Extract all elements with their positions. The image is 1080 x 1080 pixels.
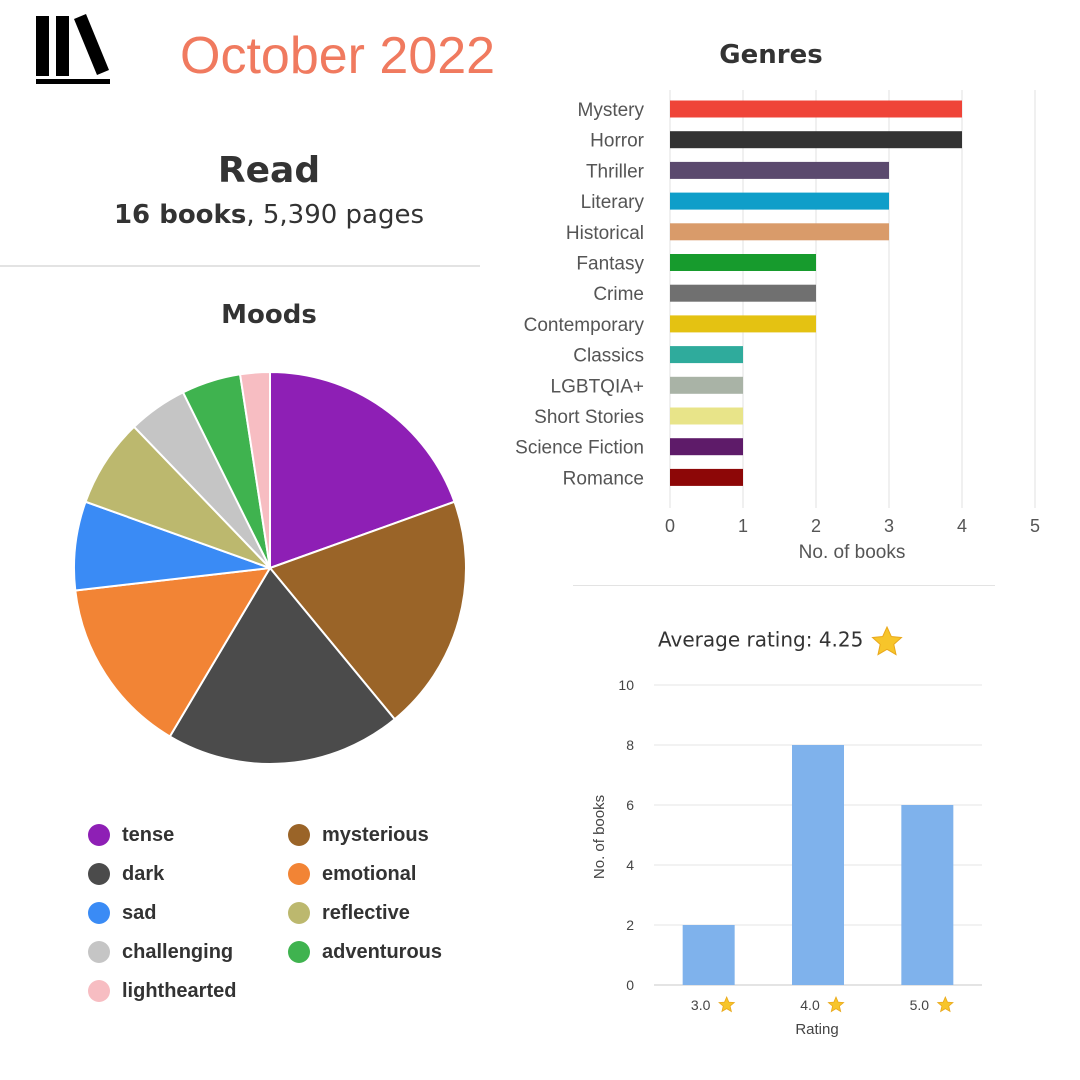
y-tick-label: Science Fiction — [515, 437, 644, 459]
bar-Classics — [670, 346, 743, 363]
y-tick-label: Horror — [590, 130, 644, 152]
y-tick-label: Literary — [580, 192, 644, 214]
bar-Fantasy — [670, 254, 816, 271]
x-tick-label: 4.0 — [800, 997, 820, 1013]
legend-item-emotional — [288, 859, 416, 889]
y-tick-label: 6 — [626, 797, 634, 813]
legend-item-lighthearted — [88, 976, 236, 1006]
moods-chart-title: Moods — [221, 300, 317, 330]
bar-Mystery — [670, 101, 962, 118]
average-rating-text: Average rating: 4.25 — [658, 627, 864, 652]
x-tick-label: 2 — [810, 516, 822, 536]
bar-Thriller — [670, 162, 889, 179]
stats-separator: , — [246, 200, 255, 230]
ratings-bar-chart — [580, 670, 1000, 1050]
x-axis-label: No. of books — [798, 542, 906, 563]
legend-label: emotional — [322, 862, 417, 885]
star-icon — [871, 626, 903, 656]
legend-swatch — [88, 980, 110, 1002]
legend-swatch — [288, 902, 310, 924]
legend-label: adventurous — [322, 940, 443, 963]
legend-item-mysterious — [288, 820, 429, 850]
y-tick-label: Crime — [593, 284, 644, 306]
pages-count: 5,390 pages — [262, 200, 425, 230]
legend-swatch — [288, 824, 310, 846]
y-tick-label: 2 — [626, 917, 634, 933]
y-axis-label: No. of books — [591, 794, 608, 880]
legend-swatch — [288, 863, 310, 885]
legend-swatch — [88, 902, 110, 924]
legend-label: reflective — [322, 901, 410, 924]
x-tick-label: 0 — [664, 516, 676, 536]
bar-Horror — [670, 131, 962, 148]
legend-item-challenging — [88, 937, 233, 967]
legend-label: challenging — [122, 940, 234, 963]
y-tick-label: Short Stories — [534, 407, 644, 428]
legend-item-adventurous — [288, 937, 442, 967]
x-tick-label: 5.0 — [909, 997, 930, 1013]
ratings-chart-title — [658, 626, 903, 656]
y-tick-label: Contemporary — [523, 314, 644, 336]
x-axis-label: Rating — [795, 1021, 839, 1038]
legend-swatch — [88, 941, 110, 963]
y-tick-label: 0 — [626, 977, 634, 993]
bar-rating-4.0 — [792, 745, 844, 985]
bar-Literary — [670, 193, 889, 210]
legend-item-tense — [88, 820, 174, 850]
genres-chart-title: Genres — [719, 40, 823, 70]
moods-pie-chart — [0, 360, 538, 780]
legend-swatch — [88, 863, 110, 885]
y-tick-label: Classics — [573, 345, 644, 367]
y-tick-label: Historical — [565, 222, 644, 244]
bar-Contemporary — [670, 315, 816, 332]
genres-bar-chart — [490, 88, 1070, 578]
legend-swatch — [88, 824, 110, 846]
legend-item-reflective — [288, 898, 410, 928]
section-divider — [573, 585, 995, 586]
legend-label: lighthearted — [122, 979, 237, 1002]
bar-Science Fiction — [670, 438, 743, 455]
bar-Romance — [670, 469, 743, 486]
legend-item-dark — [88, 859, 164, 889]
star-icon — [719, 997, 734, 1011]
bar-rating-3.0 — [683, 925, 735, 985]
star-icon — [828, 997, 843, 1011]
y-tick-label: Thriller — [585, 161, 644, 183]
bar-LGBTQIA+ — [670, 377, 743, 394]
legend-label: mysterious — [322, 823, 429, 846]
x-tick-label: 3.0 — [690, 997, 711, 1013]
bookshelf-icon — [34, 14, 112, 86]
star-icon — [938, 997, 953, 1011]
y-tick-label: 10 — [618, 677, 634, 693]
read-stats — [0, 200, 538, 230]
read-heading: Read — [217, 150, 321, 191]
x-tick-label: 3 — [883, 516, 895, 536]
y-tick-label: Fantasy — [576, 253, 644, 275]
y-tick-label: LGBTQIA+ — [550, 376, 644, 398]
legend-label: tense — [122, 823, 175, 846]
y-tick-label: Mystery — [577, 100, 644, 121]
legend-swatch — [288, 941, 310, 963]
legend-item-sad — [88, 898, 156, 928]
month-title: October 2022 — [180, 27, 496, 85]
y-tick-label: Romance — [562, 468, 644, 490]
books-count: 16 books — [113, 200, 247, 230]
x-tick-label: 1 — [737, 516, 749, 536]
legend-label: sad — [122, 901, 157, 924]
bar-rating-5.0 — [901, 805, 953, 985]
y-tick-label: 8 — [626, 737, 634, 753]
y-tick-label: 4 — [626, 857, 634, 873]
section-divider — [0, 265, 480, 267]
bar-Crime — [670, 285, 816, 302]
legend-label: dark — [122, 862, 165, 885]
x-tick-label: 5 — [1029, 516, 1041, 536]
bar-Short Stories — [670, 408, 743, 425]
x-tick-label: 4 — [956, 516, 968, 536]
bar-Historical — [670, 223, 889, 240]
